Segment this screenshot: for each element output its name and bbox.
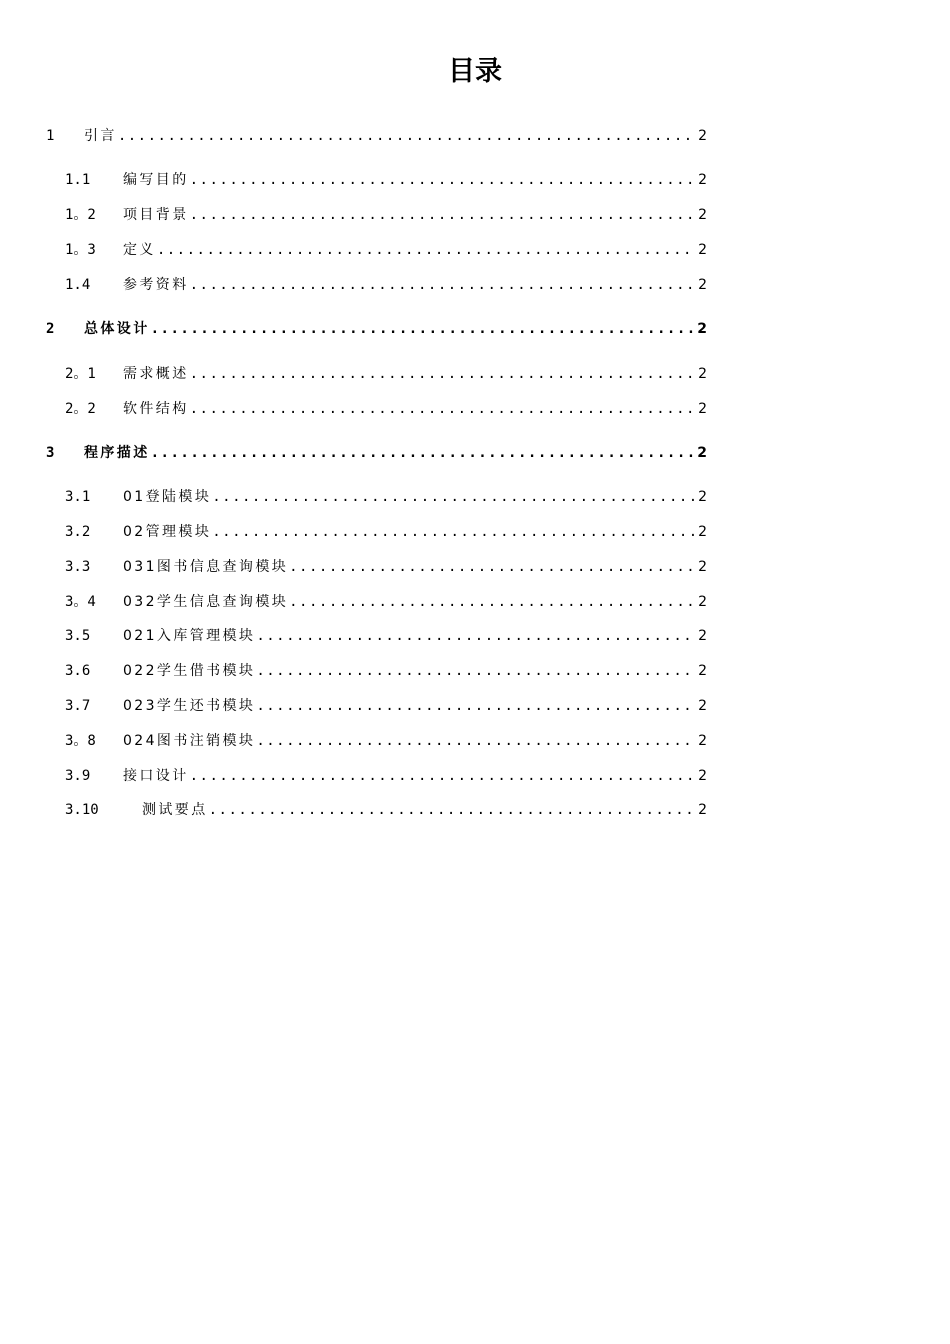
toc-entry-number: 3.9 bbox=[65, 768, 91, 784]
toc-entry-page: 2 bbox=[698, 401, 707, 417]
toc-entry-3[interactable] bbox=[46, 441, 707, 465]
toc-entry-title: 032学生信息查询模块 bbox=[123, 594, 289, 610]
toc-entry-1-2[interactable] bbox=[65, 203, 707, 227]
toc-entry-title: 测试要点 bbox=[142, 802, 208, 818]
dot-leader bbox=[256, 694, 696, 718]
toc-entry-title: 01登陆模块 bbox=[123, 489, 212, 505]
toc-entry-page: 2 bbox=[698, 366, 707, 382]
toc-entry-number: 1。3 bbox=[65, 242, 96, 258]
toc-entry-number: 2 bbox=[46, 321, 55, 337]
toc-entry-3-4[interactable] bbox=[65, 590, 707, 614]
toc-entry-3-6[interactable] bbox=[65, 659, 707, 683]
dot-leader bbox=[190, 203, 696, 227]
toc-entry-number: 1 bbox=[46, 128, 55, 144]
toc-title: 目录 bbox=[448, 56, 502, 87]
toc-entry-page: 2 bbox=[698, 172, 707, 188]
toc-entry-number: 3.10 bbox=[65, 802, 99, 818]
dot-leader bbox=[256, 624, 696, 648]
toc-entry-3-1[interactable] bbox=[65, 485, 707, 509]
toc-entry-title: 参考资料 bbox=[123, 277, 189, 293]
dot-leader bbox=[190, 168, 696, 192]
toc-entry-number: 3 bbox=[46, 445, 55, 461]
toc-entry-title: 024图书注销模块 bbox=[123, 733, 256, 749]
toc-entry-3-5[interactable] bbox=[65, 624, 707, 648]
toc-entry-page: 2 bbox=[698, 524, 707, 540]
dot-leader bbox=[118, 124, 696, 148]
toc-entry-page: 2 bbox=[698, 489, 707, 505]
toc-entry-2-2[interactable] bbox=[65, 397, 707, 421]
toc-entry-number: 3.1 bbox=[65, 489, 91, 505]
toc-entry-page: 2 bbox=[698, 277, 707, 293]
toc-entry-title: 031图书信息查询模块 bbox=[123, 559, 289, 575]
toc-entry-title: 接口设计 bbox=[123, 768, 189, 784]
toc-entry-number: 3.2 bbox=[65, 524, 91, 540]
toc-entry-page: 2 bbox=[698, 698, 707, 714]
toc-entry-3-2[interactable] bbox=[65, 520, 707, 544]
toc-entry-title: 定义 bbox=[123, 242, 156, 258]
toc-entry-1-3[interactable] bbox=[65, 238, 707, 262]
toc-entry-title: 需求概述 bbox=[123, 366, 189, 382]
dot-leader bbox=[289, 590, 696, 614]
toc-entry-title: 引言 bbox=[84, 128, 117, 144]
toc-entry-number: 2。2 bbox=[65, 401, 96, 417]
toc-entry-page: 2 bbox=[698, 663, 707, 679]
dot-leader bbox=[289, 555, 696, 579]
dot-leader bbox=[151, 441, 696, 465]
dot-leader bbox=[190, 273, 696, 297]
toc-entry-3-7[interactable] bbox=[65, 694, 707, 718]
toc-entry-number: 3.3 bbox=[65, 559, 91, 575]
toc-entry-title: 02管理模块 bbox=[123, 524, 212, 540]
toc-entry-page: 2 bbox=[698, 242, 707, 258]
toc-entry-number: 3.6 bbox=[65, 663, 91, 679]
toc-entry-page: 2 bbox=[697, 445, 707, 461]
toc-entry-title: 项目背景 bbox=[123, 207, 189, 223]
toc-entry-2-1[interactable] bbox=[65, 362, 707, 386]
toc-entry-page: 2 bbox=[698, 594, 707, 610]
dot-leader bbox=[157, 238, 696, 262]
toc-entry-number: 3。4 bbox=[65, 594, 96, 610]
dot-leader bbox=[256, 729, 696, 753]
toc-entry-page: 2 bbox=[698, 802, 707, 818]
dot-leader bbox=[151, 317, 696, 341]
toc-entry-page: 2 bbox=[698, 207, 707, 223]
toc-entry-1[interactable] bbox=[46, 124, 707, 148]
toc-entry-number: 3。8 bbox=[65, 733, 96, 749]
toc-entry-title: 编写目的 bbox=[123, 172, 189, 188]
toc-entry-number: 1。2 bbox=[65, 207, 96, 223]
toc-entry-title: 总体设计 bbox=[84, 321, 150, 337]
toc-entry-3-3[interactable] bbox=[65, 555, 707, 579]
toc-entry-page: 2 bbox=[697, 321, 707, 337]
dot-leader bbox=[209, 798, 696, 822]
dot-leader bbox=[212, 485, 696, 509]
dot-leader bbox=[256, 659, 696, 683]
dot-leader bbox=[190, 764, 696, 788]
toc-entry-number: 1.1 bbox=[65, 172, 91, 188]
toc-entry-3-8[interactable] bbox=[65, 729, 707, 753]
toc-entry-title: 软件结构 bbox=[123, 401, 189, 417]
toc-entry-page: 2 bbox=[698, 768, 707, 784]
toc-entry-title: 023学生还书模块 bbox=[123, 698, 256, 714]
toc-entry-number: 1.4 bbox=[65, 277, 91, 293]
dot-leader bbox=[212, 520, 696, 544]
toc-entry-2[interactable] bbox=[46, 317, 707, 341]
toc-entry-1-1[interactable] bbox=[65, 168, 707, 192]
toc-entry-title: 021入库管理模块 bbox=[123, 628, 256, 644]
toc-entry-page: 2 bbox=[698, 628, 707, 644]
toc-entry-title: 程序描述 bbox=[84, 445, 150, 461]
dot-leader bbox=[190, 397, 696, 421]
toc-entry-page: 2 bbox=[698, 128, 707, 144]
dot-leader bbox=[190, 362, 696, 386]
toc-entry-1-4[interactable] bbox=[65, 273, 707, 297]
toc-entry-3-10[interactable] bbox=[65, 798, 707, 822]
toc-entry-number: 2。1 bbox=[65, 366, 96, 382]
toc-entry-3-9[interactable] bbox=[65, 764, 707, 788]
toc-entry-page: 2 bbox=[698, 733, 707, 749]
toc-entry-title: 022学生借书模块 bbox=[123, 663, 256, 679]
toc-entry-page: 2 bbox=[698, 559, 707, 575]
toc-entry-number: 3.5 bbox=[65, 628, 91, 644]
toc-entry-number: 3.7 bbox=[65, 698, 91, 714]
